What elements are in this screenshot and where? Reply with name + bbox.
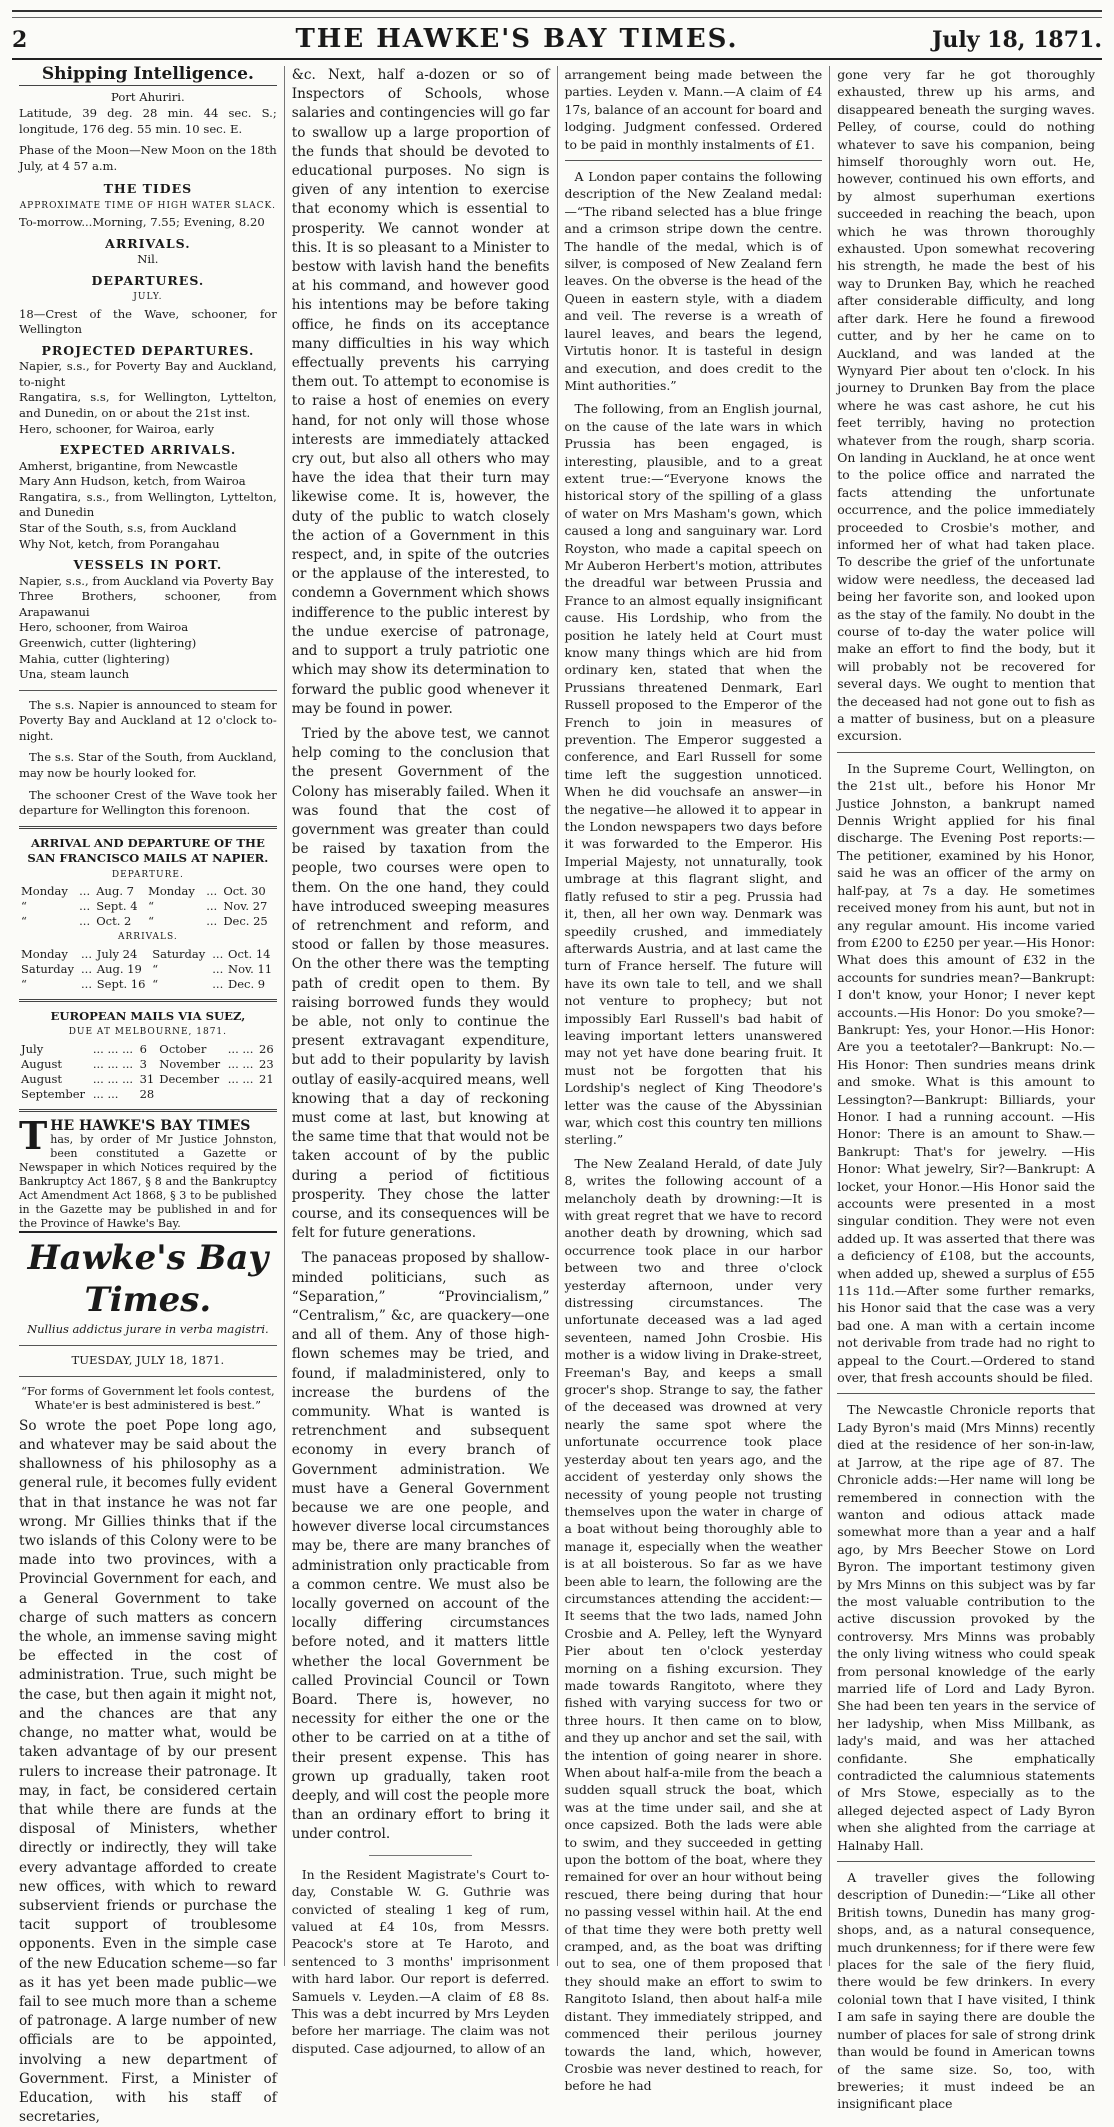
- table-row: [19, 1072, 277, 1087]
- inport-title: VESSELS IN PORT.: [73, 557, 223, 573]
- shipping-note: The s.s. Napier is announced to steam for Poverty Bay and Auckland at 12 o'clock to-night.: [19, 697, 277, 743]
- masthead: [12, 24, 1102, 60]
- court-report: In the Resident Magistrate's Court to-day, Constable W. G. Guthrie was convicted of stealing 1 keg of rum, valued at £4 10s, from Messrs. Peacock's store at Te Haroto, and sentenced to 3 months' imprisonment with hard labor. Our report is deferred. Samuels v. Leyden.—A claim of £8 8s. This was a debt incurred by Mrs Leyden before her marriage. The claim was not disputed. Case adjourned, to allow of an: [291, 1866, 550, 2056]
- divider: [837, 752, 1095, 753]
- table-cell: Oct. 14: [228, 946, 271, 961]
- table-cell: July: [21, 1041, 44, 1056]
- table-cell: ...: [206, 884, 218, 899]
- departures-title: DEPARTURES.: [91, 272, 205, 288]
- shipping-heading: Shipping Intelligence.: [19, 66, 277, 86]
- nameplate: Hawke's Bay Times.: [19, 1231, 277, 1321]
- tides-title: THE TIDES: [103, 181, 193, 197]
- table-cell: December: [159, 1071, 220, 1086]
- table-cell: ... ... ...: [92, 1056, 134, 1071]
- suez-title: EUROPEAN MAILS VIA SUEZ,: [50, 1008, 246, 1023]
- list-item: Mahia, cutter (lightering): [19, 651, 170, 666]
- table-cell: “: [21, 899, 27, 914]
- sf-mails-title: ARRIVAL AND DEPARTURE OF THE SAN FRANCISCO MAILS AT NAPIER.: [27, 835, 269, 866]
- shipping-note: The schooner Crest of the Wave took her departure for Wellington this forenoon.: [19, 787, 277, 818]
- table-cell: ... ...: [92, 1086, 119, 1101]
- drowning-article: The New Zealand Herald, of date July 8, writes the following account of a melancholy death by drowning:—It is with great regret that we have to record another death by drowning, which sad occurrence took place in our harbor between two and three o'clock yesterday afternoon, under very distressing circumstances. The unfortunate deceased was a lad aged seventeen, named John Crosbie. His mother is a widow living in Drake-street, Freeman's Bay, and keeps a small grocer's shop. Strange to say, the father of the deceased was drowned at very nearly the same spot where the unfortunate occurrence took place yesterday about ten years ago, and the accident of yesterday only shows the necessity of young people not trusting themselves upon the water in charge of a boat without being thoroughly able to manage it, especially when the weather is at all boisterous. So far as we have been able to learn, the following are the circumstances attending the accident:—It seems that the two lads, named John Crosbie and A. Pelley, left the Wynyard Pier about ten o'clock yesterday morning on a fishing excursion. They made towards Rangitoto, where they fished with varying success for two or three hours. It then came on to blow, and they up anchor and set the sail, with the intention of going nearer in shore. When about half-a-mile from the beach a sudden squall struck the boat, which was at the time under sail, and she at once capsized. Both the lads were able to swim, and they succeeded in getting upon the bottom of the boat, where they remained for over an hour without being rescued, there being during that hour no passing vessel within hail. At the end of that time they were both pretty well cramped, and, as the boat was drifting out to sea, one of them proposed that they should make an effort to swim to Rangitoto Island, then about half-a mile distant. They immediately stripped, and commenced their perilous journey towards the land, which, however, Crosbie was never destined to reach, for before he had: [564, 1155, 823, 2094]
- divider: [19, 690, 277, 691]
- table-cell: Saturday: [21, 961, 74, 976]
- drowning-article-cont: gone very far he got thoroughly exhausted, threw up his arms, and disappeared beneath the surging waves. Pelley, of course, could do nothing whatever to save his companion, being himself thoroughly worn out. He, however, continued his own efforts, and by almost superhuman exertions succeeded in reaching the beach, upon which he was thrown thoroughly exhausted. Upon somewhat recovering his strength, he made the best of his way to Drunken Bay, which he reached after considerable difficulty, and long after dark. Here he found a firewood cutter, and by her he came on to Auckland, and was landed at the Wynyard Pier about ten o'clock. In his journey to Drunken Bay from the place where he was cast ashore, he cut his feet terribly, having no protection whatever from the rough, sharp scoria. On landing in Auckland, he at once went to the police office and narrated the facts attending the unfortunate occurrence, and the police immediately proceeded to Crosbie's mother, and informed her of what had taken place. To describe the grief of the unfortunate widow were needless, the deceased lad being her favorite son, and looked upon as the stay of the family. No doubt in the course of to-day the water police will make an effort to find the body, but it will probably not be recovered for several days. We ought to mention that the deceased had not gone out to fish as a matter of business, but on a pleasure excursion.: [837, 67, 1095, 744]
- expected-title: EXPECTED ARRIVALS.: [59, 442, 237, 458]
- table-row: [19, 1057, 277, 1072]
- list-item: Hero, schooner, for Wairoa, early: [19, 421, 215, 436]
- supreme-court-article: In the Supreme Court, Wellington, on the 21st ult., before his Honor Mr Justice Johnston, a bankrupt named Dennis Wright applied for his final discharge. The Evening Post reports:—The petitioner, examined by his Honor, said he was an officer of the army on half-pay, at 7s a day. He sometimes received money from his aunt, but not in any regular amount. His income varied from £200 to £250 per year.—His Honor: What does this amount of £32 in the accounts for sundries mean?—Bankrupt: I don't know, your Honor; I never kept accounts.—His Honor: Do you smoke?—Bankrupt: Yes, your Honor.—His Honor: Are you a teetotaler?—Bankrupt: No.—His Honor: Then sundries means drink and smoke. What is this amount to Lessington?—Bankrupt: Billiards, your Honor. I had a running account. —His Honor: There is an amount to Shaw.—Bankrupt: That's for jewelry. —His Honor: What jewelry, Sir?—Bankrupt: A locket, your Honor.—His Honor said the accounts were presented in a most singular condition. They were not even added up. It was asserted that there was a deficiency of £108, but the accounts, when added up, shewed a surplus of £55 11s 11d.—After some further remarks, his Honor said that the case was a very bad one. A man with a certain income not derivable from trade had no right to appeal to the Court.—Ordered to stand over, that fresh accounts should be filed.: [837, 760, 1095, 1386]
- table-cell: Monday: [21, 884, 68, 899]
- table-cell: 31: [139, 1071, 155, 1086]
- table-cell: Monday: [21, 946, 68, 961]
- editorial-paragraph: The panaceas proposed by shallow-minded politicians, such as “Separation,” “Provincialism,” “Centralism,” &c, are quackery—one and all of them. Any of those high-flown schemes may be tried, and found, if maladministered, only to increase the burdens of the community. What is wanted is retrenchment and subsequent economy in every branch of Government administration. We must have a General Government because we are one people, and however diverse local circumstances may be, there are many branches of administration only practicable from a common centre. We must also be locally governed on account of the locally differing circumstances before noted, and it matters little whether the local Government be called Provincial Council or Town Board. There is, however, no necessity for either the one or the other to be carried on at a tithe of their present expense. This has grown up gradually, taken root deeply, and will cost the people more than an ordinary effort to bring it under control.: [291, 1250, 550, 1843]
- list-item: Mary Ann Hudson, ketch, from Wairoa: [19, 474, 246, 489]
- table-cell: Aug. 19: [96, 961, 142, 976]
- table-cell: “: [152, 976, 159, 991]
- table-row: [19, 1087, 277, 1102]
- table-cell: ...: [206, 914, 218, 929]
- table-cell: 23: [259, 1056, 274, 1071]
- top-rule: [12, 10, 1102, 18]
- moon-phase: Phase of the Moon—New Moon on the 18th July, at 4 57 a.m.: [19, 143, 277, 173]
- table-row: [19, 1042, 277, 1057]
- newspaper-title: THE HAWKE'S BAY TIMES.: [295, 24, 739, 54]
- table-cell: ...: [79, 884, 91, 899]
- medal-article: A London paper contains the following description of the New Zealand medal:—“The riband selected has a blue fringe and a crimson stripe down the centre. The handle of the medal, which is of silver, is composed of New Zealand fern leaves. On the obverse is the head of the Queen in eastern style, with a diadem and veil. The reverse is a wreath of laurel leaves, and bears the legend, Virtutis honor. It is tasteful in design and execution, and does credit to the Mint authorities.”: [564, 169, 823, 393]
- table-cell: Dec. 9: [228, 976, 266, 991]
- table-cell: Aug. 7: [96, 884, 134, 899]
- table-cell: “: [152, 961, 159, 976]
- shipping-note: The s.s. Star of the South, from Auckland, may now be hourly looked for.: [19, 750, 277, 781]
- table-cell: ... ... ...: [92, 1041, 134, 1056]
- dunedin-article: A traveller gives the following description of Dunedin:—“Like all other British towns, Dunedin has many grog-shops, and, as a natural consequence, much drunkenness; for if there were few places for the sale of the fiery fluid, there would be few drinkers. In every colonial town that I have visited, I think I am safe in saying there are double the number of places for sale of strong drink than would be found in American towns of the same size. So, too, with breweries; it must indeed be an insignificant place: [837, 1870, 1095, 2112]
- table-cell: October: [159, 1041, 207, 1056]
- table-cell: 3: [139, 1056, 147, 1071]
- divider: [565, 160, 823, 161]
- table-cell: July 24: [96, 946, 138, 961]
- suez-table: [19, 1042, 277, 1102]
- table-cell: ...: [81, 961, 92, 976]
- list-item: Rangatira, s.s, for Wellington, Lyttelton, and Dunedin, on or about the 21st inst.: [19, 390, 277, 420]
- gazette-notice: [19, 1112, 277, 1231]
- divider: [19, 1345, 277, 1346]
- table-row: [19, 977, 277, 992]
- table-cell: ...: [206, 899, 218, 914]
- list-item: Napier, s.s., from Auckland via Poverty Bay: [19, 573, 274, 588]
- editorial-body: So wrote the poet Pope long ago, and whatever may be said about the shallowness of his philosophy as a general rule, it becomes fully evident that in that instance he was not far wrong. Mr Gillies thinks that if the two islands of this Colony were to be made into two provinces, with a Provincial Government for each, and a General Government to take charge of such matters as concern the whole, an immense saving might be effected in the cost of administration. True, such might be the case, but then again it might not, and the chances are that any change, no matter what, would be taken advantage of by our present rulers to increase their patronage. It may, in fact, be considered certain that while there are funds at the disposal of Ministers, whether directly or indirectly, they will take every advantage afforded to create new offices, with which to reward subservient friends or purchase the tacit support of troublesome opponents. Even in the simple case of the new Education scheme—so far as it has yet been made public—we fail to see much more than a scheme of patronage. A large number of new officials are to be appointed, involving a new department of Government. First, a Minister of Education, with his staff of secretaries,: [19, 1417, 277, 2126]
- table-cell: Dec. 25: [223, 914, 268, 929]
- table-cell: [157, 1087, 226, 1102]
- list-item: Una, steam launch: [19, 667, 130, 682]
- table-cell: “: [148, 899, 154, 914]
- table-cell: Oct. 30: [223, 884, 266, 899]
- column-2: [285, 66, 558, 2056]
- court-report-cont: arrangement being made between the parties. Leyden v. Mann.—A claim of £4 17s, balance of an account for board and lodging. Judgment confessed. Ordered to be paid in monthly instalments of £1.: [564, 67, 823, 152]
- editorial-paragraph: &c. Next, half a-dozen or so of Inspectors of Schools, whose salaries and contingencies will go far to swallow up a large proportion of the funds that should be devoted to educational purposes. No sign is given of any intention to exercise that economy which is essential to prosperity. We cannot wonder at this. It is so pleasant to a Minister to bestow with lavish hand the benefits at his command, and however good his intentions may be before taking office, he finds on its acceptance many difficulties in his way which effectually prevents his carrying them out. To attempt to economise is to raise a host of enemies on every hand, for not only will those whose interests are immediately attacked cry out, but also all others who may have the idea that their turn may likewise come. It is, however, the duty of the public to watch closely the action of a Government in this respect, and, in spite of the outcries or the applause of the interested, to condemn a Government which shows indifference to the public interest by the undue exercise of patronage, and to support a truly patriotic one which may show its determination to forward the public good whenever it may be found in power.: [291, 67, 550, 717]
- table-cell: August: [21, 1071, 63, 1086]
- drop-cap: T: [19, 1112, 48, 1158]
- table-cell: ...: [79, 914, 91, 929]
- table-cell: September: [21, 1086, 86, 1101]
- sf-departure-table: [19, 884, 277, 929]
- issue-date: July 18, 1871.: [931, 27, 1102, 53]
- list-item: Why Not, ketch, from Porangahau: [19, 536, 220, 551]
- list-item: Three Brothers, schooner, from Arapawanui: [19, 589, 277, 619]
- tides-times: To-morrow...Morning, 7.55; Evening, 8.20: [19, 215, 265, 230]
- projected-title: PROJECTED DEPARTURES.: [41, 342, 255, 358]
- table-cell: ...: [212, 976, 224, 991]
- table-cell: August: [21, 1056, 63, 1071]
- list-item: Greenwich, cutter (lightering): [19, 635, 197, 650]
- table-cell: ...: [79, 899, 91, 914]
- column-3: [558, 66, 831, 2094]
- table-cell: Sept. 4: [96, 899, 138, 914]
- epigraph-line: “For forms of Government let fools contest,: [21, 1383, 275, 1398]
- table-cell: [257, 1087, 277, 1102]
- table-cell: 26: [259, 1041, 274, 1056]
- table-cell: ... ... ...: [92, 1071, 134, 1086]
- page-number: 2: [12, 27, 28, 53]
- table-row: [19, 899, 277, 914]
- divider: [837, 1861, 1095, 1862]
- list-item: Hero, schooner, from Wairoa: [19, 620, 189, 635]
- list-item: Star of the South, s.s, from Auckland: [19, 520, 237, 535]
- table-cell: 6: [139, 1041, 147, 1056]
- list-item: Amherst, brigantine, from Newcastle: [19, 458, 238, 473]
- arrivals-title: ARRIVALS.: [105, 235, 191, 251]
- motto: Nullius addictus jurare in verba magistri.: [27, 1321, 269, 1336]
- sf-arrivals-title: ARRIVALS.: [118, 932, 178, 943]
- column-4: [830, 66, 1102, 2112]
- departures-month: JULY.: [133, 292, 163, 303]
- table-cell: “: [21, 914, 27, 929]
- table-cell: ...: [212, 961, 224, 976]
- table-cell: ... ...: [227, 1056, 254, 1071]
- war-article: The following, from an English journal, on the cause of the late wars in which Prussia has been engaged, is interesting, plausible, and to a great extent true:—“Everyone knows the historical story of the spilling of a glass of water on Mrs Masham's gown, which caused a long and sanguinary war. Lord Royston, who made a capital speech on Mr Auberon Herbert's motion, attributes the dreadful war between Prussia and France to an almost equally insignificant cause. His Lordship, who from the position he lately held at Court must know many things which are hid from ordinary ken, stated that when the Prussians threatened Denmark, Earl Russell proposed to the Emperor of the French to join in measures of prevention. The Emperor suggested a conference, and Earl Russell for some time left the suggestion unnoticed. When he did vouchsafe an answer—in the negative—he allowed it to appear in the London newspapers two days before it was forwarded to the Emperor. His Imperial Majesty, not unnaturally, took umbrage at this flagrant slight, and flatly refused to stir a peg. Prussia had it, then, all her own way. Denmark was speedily crushed, and immediately afterwards Austria, and at last came the turn of France herself. The future will have its own tale to tell, and we shall not venture to prophecy; but not impossibly Earl Russell's bad habit of leaving important letters unanswered may not yet have done bearing fruit. It must not be forgotten that his Lordship's neglect of King Theodore's letter was the cause of the Abyssinian war, which cost this country ten millions sterling.”: [564, 401, 823, 1148]
- table-cell: Saturday: [152, 946, 206, 961]
- table-cell: Nov. 11: [228, 961, 273, 976]
- departures-item: 18—Crest of the Wave, schooner, for Wellington: [19, 306, 277, 337]
- table-cell: “: [148, 914, 154, 929]
- arrivals-value: Nil.: [137, 252, 159, 267]
- editorial-paragraph: Tried by the above test, we cannot help coming to the conclusion that the present Government of the Colony has miserably failed. When it was found that the cost of government was greater than could be raised by taxation from the people, two courses were open to them. On the one hand, they could have introduced sweeping measures of retrenchment and reform, and stood or fallen by those measures. On the other there was the tempting path of credit open to them. By raising borrowed funds they would be able, not only to continue the present extravagant expenditure, but add to their popularity by lavish outlay of easily-acquired means, well knowing that a day of reckoning must come at last, but knowing at the same time that that would not be taken account of by the public during a period of fictitious prosperity. They chose the latter course, and its consequences will be felt for future generations.: [291, 725, 550, 1242]
- divider: [369, 1855, 472, 1856]
- divider: [837, 1393, 1095, 1394]
- table-cell: ... ...: [227, 1071, 254, 1086]
- columns: [12, 64, 1102, 2126]
- list-item: Napier, s.s., for Poverty Bay and Auckland, to-night: [19, 359, 277, 389]
- sf-departure-title: DEPARTURE.: [111, 870, 184, 881]
- table-cell: 28: [139, 1086, 155, 1101]
- sf-arrivals-table: [19, 947, 277, 992]
- port-name: Port Ahuriri.: [111, 90, 185, 105]
- port-latitude: Latitude, 39 deg. 28 min. 44 sec. S.; longitude, 176 deg. 55 min. 10 sec. E.: [19, 106, 277, 136]
- table-cell: “: [21, 976, 27, 991]
- column-1: [12, 64, 285, 2126]
- editorial-dateline: TUESDAY, JULY 18, 1871.: [71, 1353, 225, 1368]
- table-row: [19, 947, 277, 962]
- table-row: [19, 884, 277, 899]
- tides-subtitle: APPROXIMATE TIME OF HIGH WATER SLACK.: [19, 200, 277, 211]
- epigraph: [19, 1384, 277, 1412]
- list-item: Rangatira, s.s., from Wellington, Lyttelton, and Dunedin: [19, 489, 277, 520]
- divider: [19, 999, 277, 1002]
- table-cell: Monday: [148, 884, 195, 899]
- table-cell: Nov. 27: [223, 899, 268, 914]
- table-cell: ... ...: [227, 1041, 254, 1056]
- table-row: [19, 962, 277, 977]
- divider: [19, 1109, 277, 1112]
- epigraph-line: Whate'er is best administered is best.”: [34, 1397, 261, 1412]
- divider: [19, 1376, 277, 1377]
- table-cell: 21: [259, 1071, 274, 1086]
- table-cell: November: [159, 1056, 221, 1071]
- table-cell: [226, 1087, 257, 1102]
- table-cell: ...: [212, 946, 224, 961]
- divider: [19, 826, 277, 829]
- table-cell: Sept. 16: [96, 976, 146, 991]
- table-cell: ...: [81, 976, 92, 991]
- table-cell: ...: [81, 946, 92, 961]
- notice-headline: HE HAWKE'S BAY TIMES: [50, 1117, 251, 1134]
- byron-article: The Newcastle Chronicle reports that Lady Byron's maid (Mrs Minns) recently died at the residence of her son-in-law, at Jarrow, at the ripe age of 87. The Chronicle adds:—Her name will long be remembered in connection with the wanton and odious attack made somewhat more than a year and a half ago, by Mrs Beecher Stowe on Lord Byron. The important testimony given by Mrs Minns on this subject was by far the most valuable contribution to the active discussion provoked by the controversy. Mrs Minns was probably the only living witness who could speak from personal knowledge of the early married life of Lord and Lady Byron. She had been ten years in the service of her ladyship, when Miss Millbank, as lady's maid, and was her attached confidante. She emphatically contradicted the calumnious statements of Mrs Stowe, especially as to the alleged dejected aspect of Lady Byron when she alighted from the carriage at Halnaby Hall.: [837, 1402, 1095, 1853]
- notice-body: has, by order of Mr Justice Johnston, been constituted a Gazette or Newspaper in which Notices required by the Bankruptcy Act 1867, § 8 and the Bankruptcy Act Amendment Act 1868, § 3 to be published in the Gazette may be published in and for the Province of Hawke's Bay.: [19, 1132, 277, 1230]
- table-cell: Oct. 2: [96, 914, 132, 929]
- suez-subtitle: DUE AT MELBOURNE, 1871.: [68, 1027, 228, 1038]
- table-row: [19, 914, 277, 929]
